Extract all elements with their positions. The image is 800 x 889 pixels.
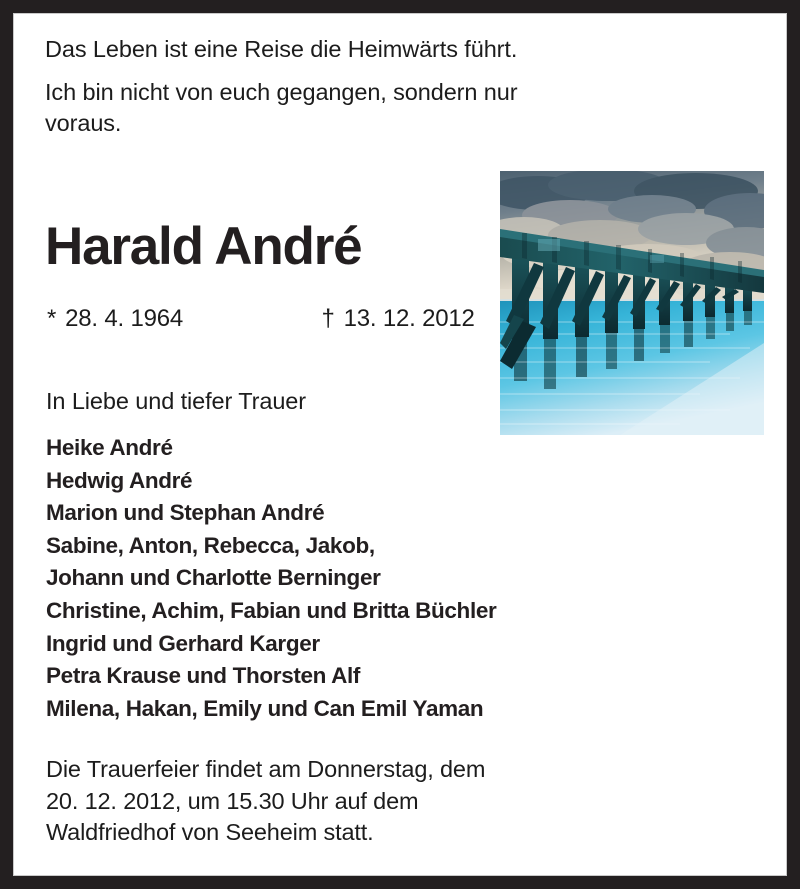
mourner-line: Hedwig André — [46, 467, 193, 493]
epigraph-block-two — [45, 77, 705, 139]
death-date-value: 13. 12. 2012 — [343, 305, 475, 332]
mourning-intro: In Liebe und tiefer Trauer — [46, 388, 306, 414]
funeral-service-details — [46, 754, 686, 849]
birth-star-icon: * — [47, 305, 57, 332]
birth-date-group — [47, 304, 315, 334]
death-date-group — [315, 305, 475, 332]
mourners-list — [46, 432, 686, 725]
mourner-line: Ingrid und Gerhard Karger — [46, 630, 320, 656]
pier-photo-artwork — [500, 171, 764, 435]
memorial-photo-pier-over-water — [500, 171, 764, 435]
mourner-line: Christine, Achim, Fabian und Britta Büchler — [46, 597, 497, 623]
notice-inner-frame — [13, 13, 787, 876]
service-line: Waldfriedhof von Seeheim statt. — [46, 819, 374, 845]
epigraph — [45, 34, 705, 139]
mourner-line: Heike André — [46, 435, 173, 460]
death-cross-icon: † — [321, 305, 335, 332]
life-dates — [47, 304, 475, 334]
deceased-name: Harald André — [45, 217, 362, 276]
epigraph-line: Das Leben ist eine Reise die Heimwärts führt. — [45, 36, 518, 62]
epigraph-line: Ich bin nicht von euch gegangen, sondern nur — [45, 79, 518, 105]
mourner-line: Milena, Hakan, Emily und Can Emil Yaman — [46, 695, 484, 721]
epigraph-line: voraus. — [45, 110, 122, 136]
service-line: 20. 12. 2012, um 15.30 Uhr auf dem — [46, 787, 419, 814]
notice-text-column — [45, 14, 786, 875]
mourner-line: Petra Krause und Thorsten Alf — [46, 663, 361, 689]
mourner-line: Johann und Charlotte Berninger — [46, 565, 381, 591]
mourner-line: Sabine, Anton, Rebecca, Jakob, — [46, 532, 375, 558]
mourner-line: Marion und Stephan André — [46, 500, 325, 526]
service-line: Die Trauerfeier findet am Donnerstag, dem — [46, 756, 486, 782]
birth-date-value: 28. 4. 1964 — [65, 305, 184, 332]
